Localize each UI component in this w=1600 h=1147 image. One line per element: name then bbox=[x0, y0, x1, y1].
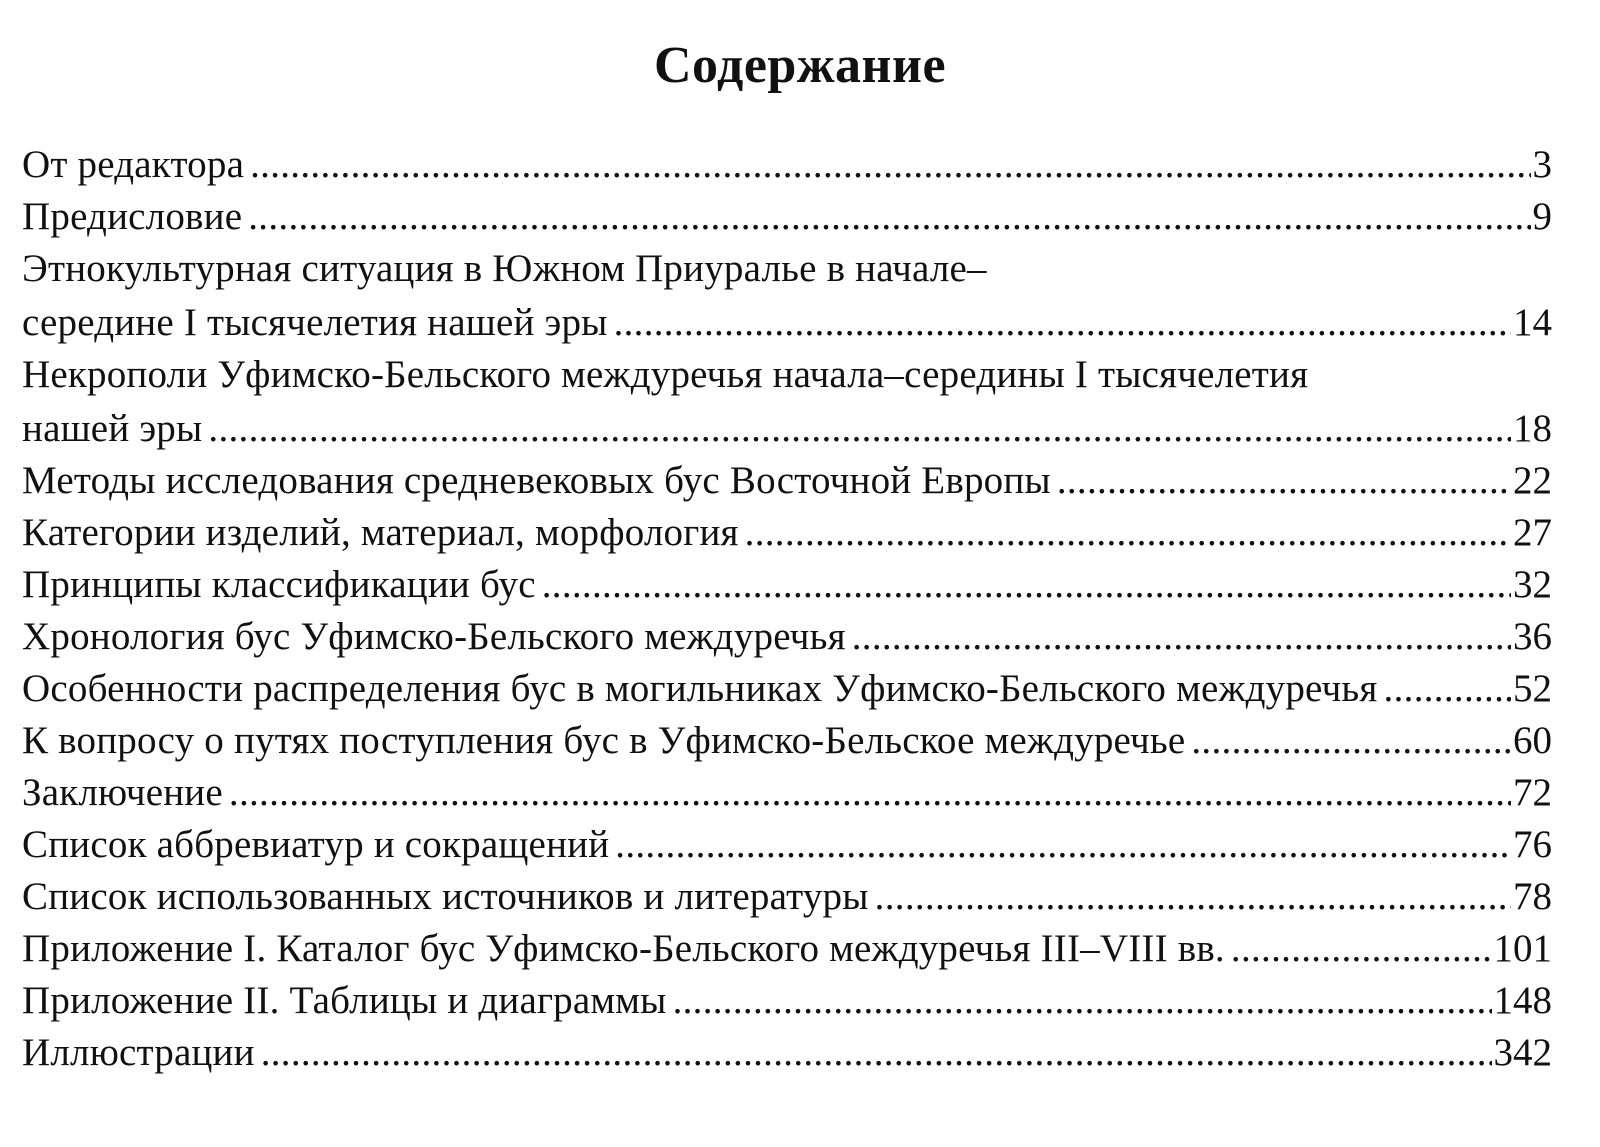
toc-entry-line bbox=[22, 353, 1552, 396]
toc-entry-title: Список аббревиатур и сокращений bbox=[22, 823, 610, 866]
dot-leader bbox=[1231, 930, 1492, 968]
dot-leader bbox=[250, 146, 1530, 184]
toc-entry[interactable] bbox=[22, 615, 1552, 658]
toc-entry-line bbox=[22, 927, 1552, 970]
dot-leader bbox=[261, 1034, 1492, 1072]
toc-entry[interactable] bbox=[22, 459, 1552, 502]
toc-page-number: 148 bbox=[1493, 979, 1552, 1022]
toc-entry-title: Этнокультурная ситуация в Южном Приуралье в начале– bbox=[22, 247, 987, 290]
toc-entry-title: Некрополи Уфимско-Бельского междуречья начала–середины I тысячелетия bbox=[22, 353, 1309, 396]
toc-entry-line bbox=[22, 667, 1552, 710]
toc-entry-line bbox=[22, 195, 1552, 238]
toc-entry-line bbox=[22, 407, 1552, 450]
toc-entry[interactable] bbox=[22, 719, 1552, 762]
dot-leader bbox=[1384, 670, 1511, 708]
toc-page-number: 52 bbox=[1513, 667, 1552, 710]
toc-entry-title: Хронология бус Уфимско-Бельского междуречья bbox=[22, 615, 846, 658]
toc-entry-title: Принципы классификации бус bbox=[22, 563, 536, 606]
toc-page-number: 22 bbox=[1513, 459, 1552, 502]
toc-entry-title: Заключение bbox=[22, 771, 223, 814]
toc-entry[interactable] bbox=[22, 511, 1552, 554]
toc-page-number: 72 bbox=[1513, 771, 1552, 814]
dot-leader bbox=[615, 826, 1511, 864]
toc-entry-line bbox=[22, 875, 1552, 918]
toc-entry-title: Особенности распределения бус в могильниках Уфимско-Бельского междуречья bbox=[22, 667, 1378, 710]
toc-entry-title: Приложение II. Таблицы и диаграммы bbox=[22, 979, 667, 1022]
toc-page-number: 27 bbox=[1513, 511, 1552, 554]
toc-entry-line bbox=[22, 719, 1552, 762]
toc-entry[interactable] bbox=[22, 979, 1552, 1022]
toc-entry[interactable] bbox=[22, 667, 1552, 710]
toc-page-number: 60 bbox=[1513, 719, 1552, 762]
toc-page-number: 3 bbox=[1532, 143, 1552, 186]
toc-entry-title-continued: нашей эры bbox=[22, 407, 203, 450]
toc-page-number: 18 bbox=[1513, 407, 1552, 450]
dot-leader bbox=[745, 514, 1511, 552]
toc-entry-line bbox=[22, 771, 1552, 814]
toc-page-number: 36 bbox=[1513, 615, 1552, 658]
toc-entry[interactable] bbox=[22, 823, 1552, 866]
dot-leader bbox=[875, 878, 1511, 916]
toc-entry[interactable] bbox=[22, 143, 1552, 186]
toc-entry-line bbox=[22, 511, 1552, 554]
toc-entry-title-continued: середине I тысячелетия нашей эры bbox=[22, 301, 608, 344]
toc-entry[interactable] bbox=[22, 1031, 1552, 1074]
dot-leader bbox=[1191, 722, 1511, 760]
toc-page-number: 101 bbox=[1493, 927, 1552, 970]
toc-entry[interactable] bbox=[22, 875, 1552, 918]
toc-page-number: 342 bbox=[1493, 1031, 1552, 1074]
toc-entry-line bbox=[22, 459, 1552, 502]
table-of-contents bbox=[22, 143, 1552, 1086]
toc-entry[interactable] bbox=[22, 563, 1552, 606]
dot-leader bbox=[852, 618, 1511, 656]
page-title: Содержание bbox=[653, 37, 947, 94]
toc-page-number: 9 bbox=[1532, 195, 1552, 238]
dot-leader bbox=[229, 774, 1511, 812]
toc-entry-title: От редактора bbox=[22, 143, 245, 186]
toc-entry[interactable] bbox=[22, 247, 1552, 344]
toc-entry-title: К вопросу о путях поступления бус в Уфимско-Бельское междуречье bbox=[22, 719, 1186, 762]
toc-entry-title: Предисловие bbox=[22, 195, 243, 238]
toc-entry-title: Методы исследования средневековых бус Восточной Европы bbox=[22, 459, 1051, 502]
toc-entry-title: Иллюстрации bbox=[22, 1031, 255, 1074]
dot-leader bbox=[1057, 462, 1511, 500]
toc-page-number: 32 bbox=[1513, 563, 1552, 606]
toc-page-number: 76 bbox=[1513, 823, 1552, 866]
dot-leader bbox=[542, 566, 1511, 604]
dot-leader bbox=[673, 982, 1492, 1020]
toc-page-number: 14 bbox=[1513, 301, 1552, 344]
toc-entry[interactable] bbox=[22, 353, 1552, 450]
toc-entry-line bbox=[22, 247, 1552, 290]
toc-entry-title: Список использованных источников и литературы bbox=[22, 875, 869, 918]
toc-entry[interactable] bbox=[22, 771, 1552, 814]
toc-entry-line bbox=[22, 301, 1552, 344]
toc-entry-line bbox=[22, 1031, 1552, 1074]
dot-leader bbox=[208, 410, 1511, 448]
toc-entry[interactable] bbox=[22, 927, 1552, 970]
toc-entry-line bbox=[22, 615, 1552, 658]
toc-entry[interactable] bbox=[22, 195, 1552, 238]
toc-entry-title: Категории изделий, материал, морфология bbox=[22, 511, 739, 554]
toc-entry-line bbox=[22, 979, 1552, 1022]
toc-page-number: 78 bbox=[1513, 875, 1552, 918]
toc-entry-line bbox=[22, 143, 1552, 186]
toc-entry-title: Приложение I. Каталог бус Уфимско-Бельского междуречья III–VIII вв. bbox=[22, 927, 1225, 970]
toc-entry-line bbox=[22, 823, 1552, 866]
dot-leader bbox=[614, 304, 1511, 342]
toc-entry-line bbox=[22, 563, 1552, 606]
dot-leader bbox=[248, 198, 1530, 236]
